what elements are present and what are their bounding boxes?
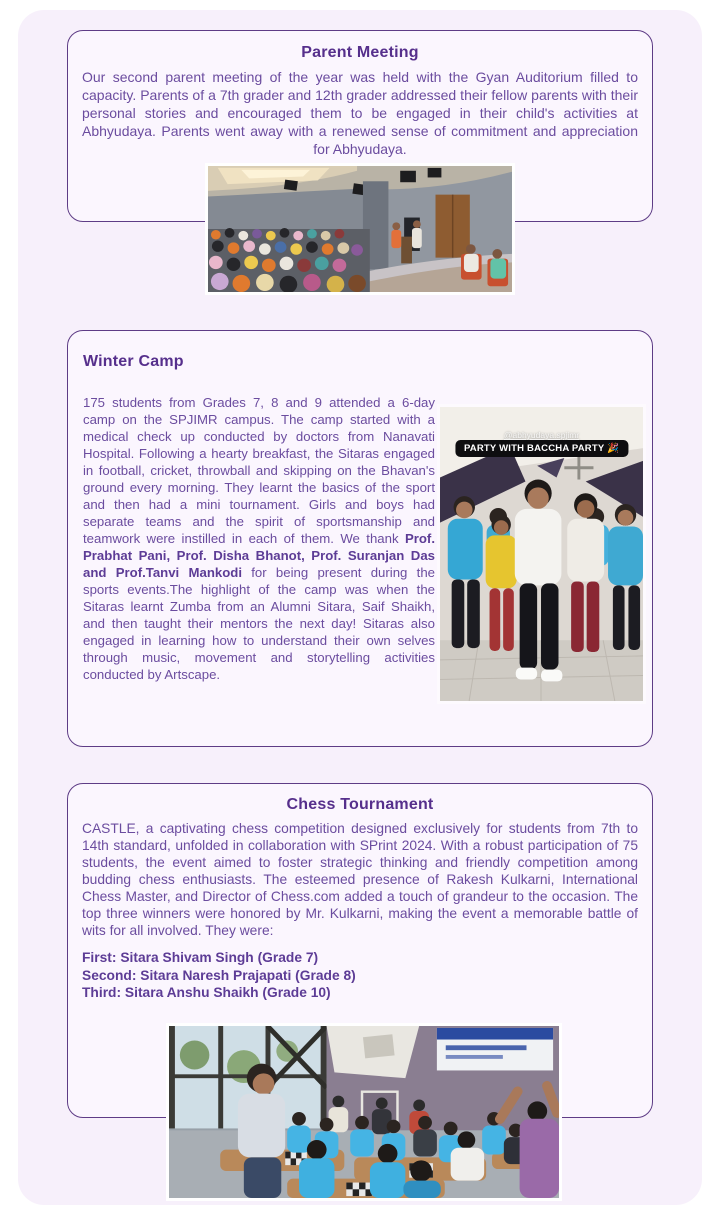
inspiration-banner — [437, 1028, 553, 1071]
chess-hall-scene — [169, 1026, 559, 1198]
chess-tournament-body: CASTLE, a captivating chess competition designed exclusively for students from 7th to 14th standard, unfolded in collaboration with SPrint 2024. With a robust participation of 75 students, the event aimed to foster strategic thinking and friendly competition among budding chess enthusiasts. The esteemed presence of Rakesh Kulkarni, International Chess Master, and Director of Chess.com added a touch of grandeur to the occasion. The top three winners were honored by Mr. Kulkarni, making the event a memorable battle of wits for all involved. They were: — [82, 821, 638, 938]
photo-caption-pill: PARTY WITH BACCHA PARTY 🎉 — [455, 440, 628, 457]
winner-first: First: Sitara Shivam Singh (Grade 7) — [82, 950, 319, 965]
chess-winners-list — [82, 949, 638, 1002]
parent-meeting-photo — [205, 163, 515, 295]
winner-second: Second: Sitara Naresh Prajapati (Grade 8) — [82, 967, 356, 983]
winner-third: Third: Sitara Anshu Shaikh (Grade 10) — [82, 985, 331, 1000]
chess-tournament-title: Chess Tournament — [286, 796, 434, 813]
winter-camp-body-part1: 175 students from Grades 7, 8 and 9 attended a 6-day camp on the SPJIMR campus. The camp started with a medical check up conducted by doctors from Nanavati Hospital. Following a hearty breakfast, the Sitaras engaged in football, cricket, throwball and skipping on the Bhavan's ground every morning. They learnt the basics of the sport and then had a mini tournament. Girls and boys had separate teams and the spirit of sportsmanship and teamwork were instilled in each of them. We thank — [83, 395, 435, 546]
chess-tournament-photo — [166, 1023, 562, 1201]
instagram-handle-overlay: @abhyudaya.spjimr — [503, 430, 580, 440]
winter-camp-title: Winter Camp — [83, 353, 184, 370]
auditorium-scene — [208, 166, 512, 292]
winter-camp-photo — [437, 404, 646, 704]
audience-crowd — [208, 228, 370, 292]
wooden-door — [436, 195, 470, 258]
card-winter-camp — [67, 330, 653, 747]
winter-camp-body-part2: for being present during the sports events.The highlight of the camp was when the Sitaras learnt Zumba from an Alumni Sitara, Saif Shaikh, and then taught their mentors the next day! Sitaras also engaged in learning how to understand their own selves through music, movement and storytelling activities conducted by Artscape. — [83, 565, 435, 682]
parent-meeting-title: Parent Meeting — [301, 44, 419, 61]
parent-meeting-body: Our second parent meeting of the year was held with the Gyan Auditorium filled to capacity. Parents of a 7th grader and 12th grader addressed their fellow parents with their personal stories and encouraged them to be engaged in their child's activities at Abhyudaya. Parents went away with a renewed sense of commitment and appreciation for Abhyudaya. — [82, 69, 638, 157]
winter-camp-body — [83, 394, 435, 683]
winter-camp-professors-bold: Prof. Prabhat Pani, Prof. Disha Bhanot, Prof. Suranjan Das and Prof.Tanvi Mankodi — [83, 531, 435, 580]
newsletter-lavender-container — [18, 10, 702, 1205]
